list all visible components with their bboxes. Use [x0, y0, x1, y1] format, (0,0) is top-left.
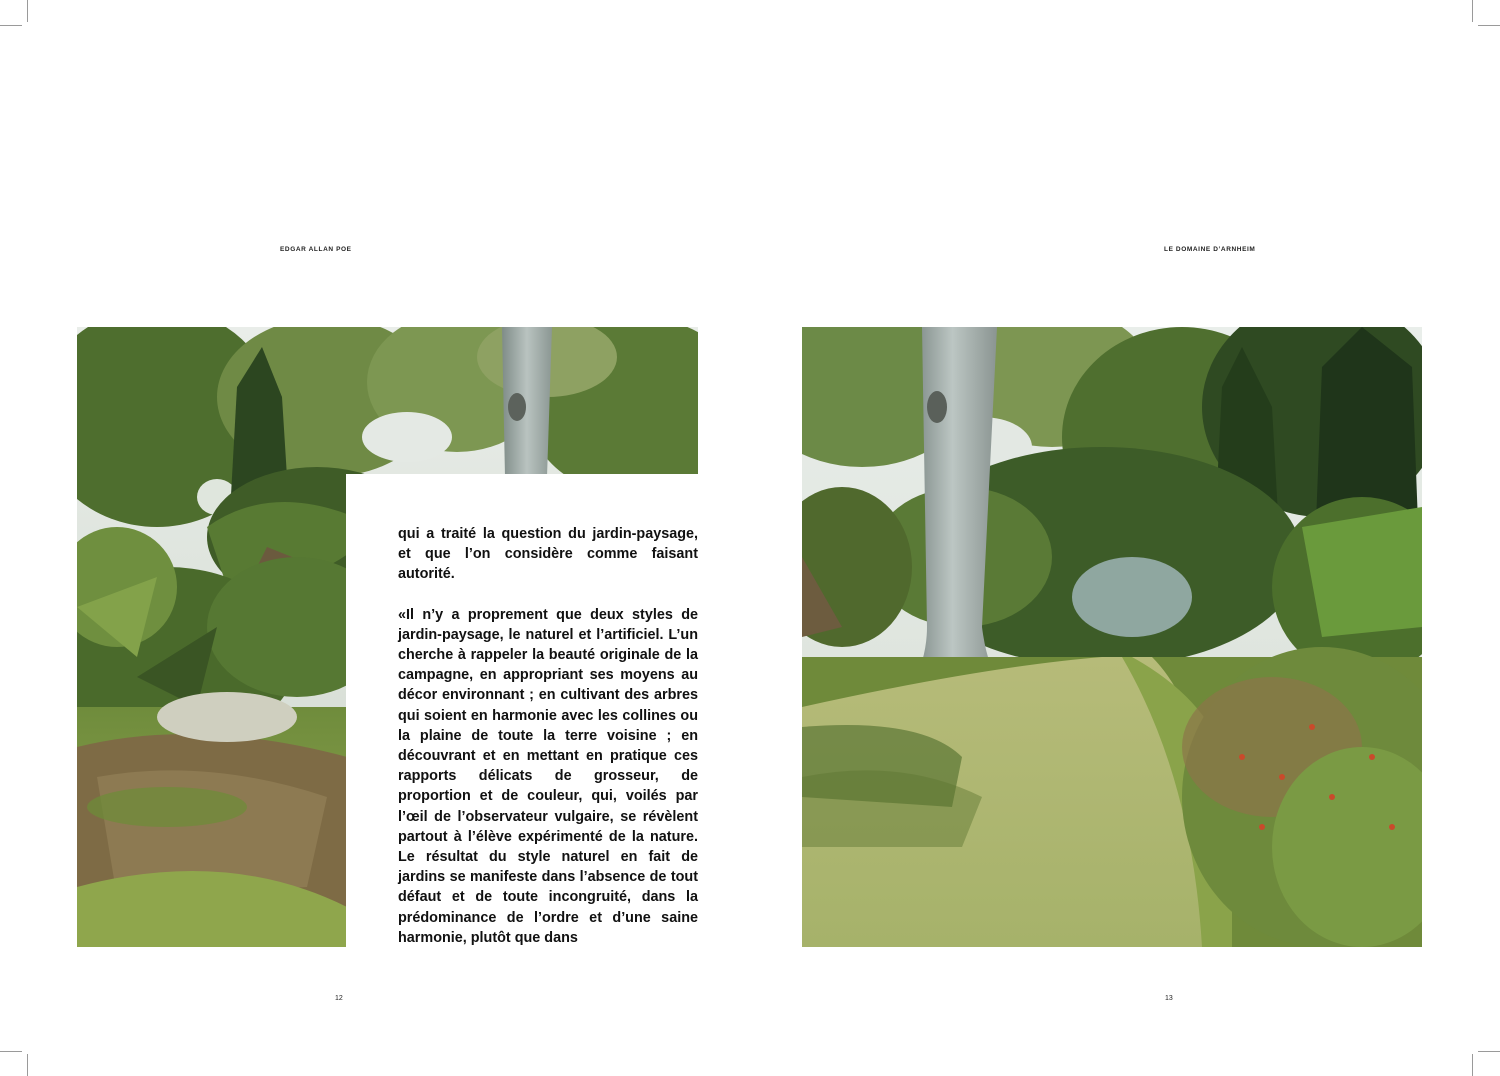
paragraph: «Il n’y a proprement que deux styles de jardin-paysage, le naturel et l’artificiel. L’un cherche à rappeler la beauté originale de la campagne, en appropriant ses moyens au décor environnant ; en cultivant des arbres qui soient en harmonie avec les collines ou la plaine de toute la terre voisine ; en découvrant et en mettant en pratique ces rapports délicats de grosseur, de proportion et de couleur, qui, voilés par l’œil de l’observateur vulgaire, se révèlent partout à l’élève expérimenté de la nature. Le résultat du style naturel en fait de jardins se manifeste dans l’absence de tout défaut et de toute incongruité, dans la prédominance de l’ordre et d’une saine harmonie, plutôt que dans: [398, 606, 698, 946]
crop-mark: [1472, 0, 1473, 22]
page-number-left: 12: [335, 995, 343, 1002]
crop-mark: [1472, 1054, 1473, 1076]
body-text: [398, 524, 698, 948]
paragraph: qui a traité la question du jardin-paysage, et que l’on considère comme faisant autorité.: [398, 526, 698, 583]
running-head-left: EDGAR ALLAN POE: [280, 246, 352, 253]
crop-mark: [1478, 25, 1500, 26]
crop-mark: [27, 0, 28, 22]
crop-mark: [27, 1054, 28, 1076]
garden-path-photo-icon: [802, 327, 1422, 947]
crop-mark: [0, 25, 22, 26]
crop-mark: [1478, 1051, 1500, 1052]
text-panel: [346, 474, 698, 948]
crop-mark: [0, 1051, 22, 1052]
running-head-right: LE DOMAINE D’ARNHEIM: [1164, 246, 1256, 253]
page-number-right: 13: [1165, 995, 1173, 1002]
